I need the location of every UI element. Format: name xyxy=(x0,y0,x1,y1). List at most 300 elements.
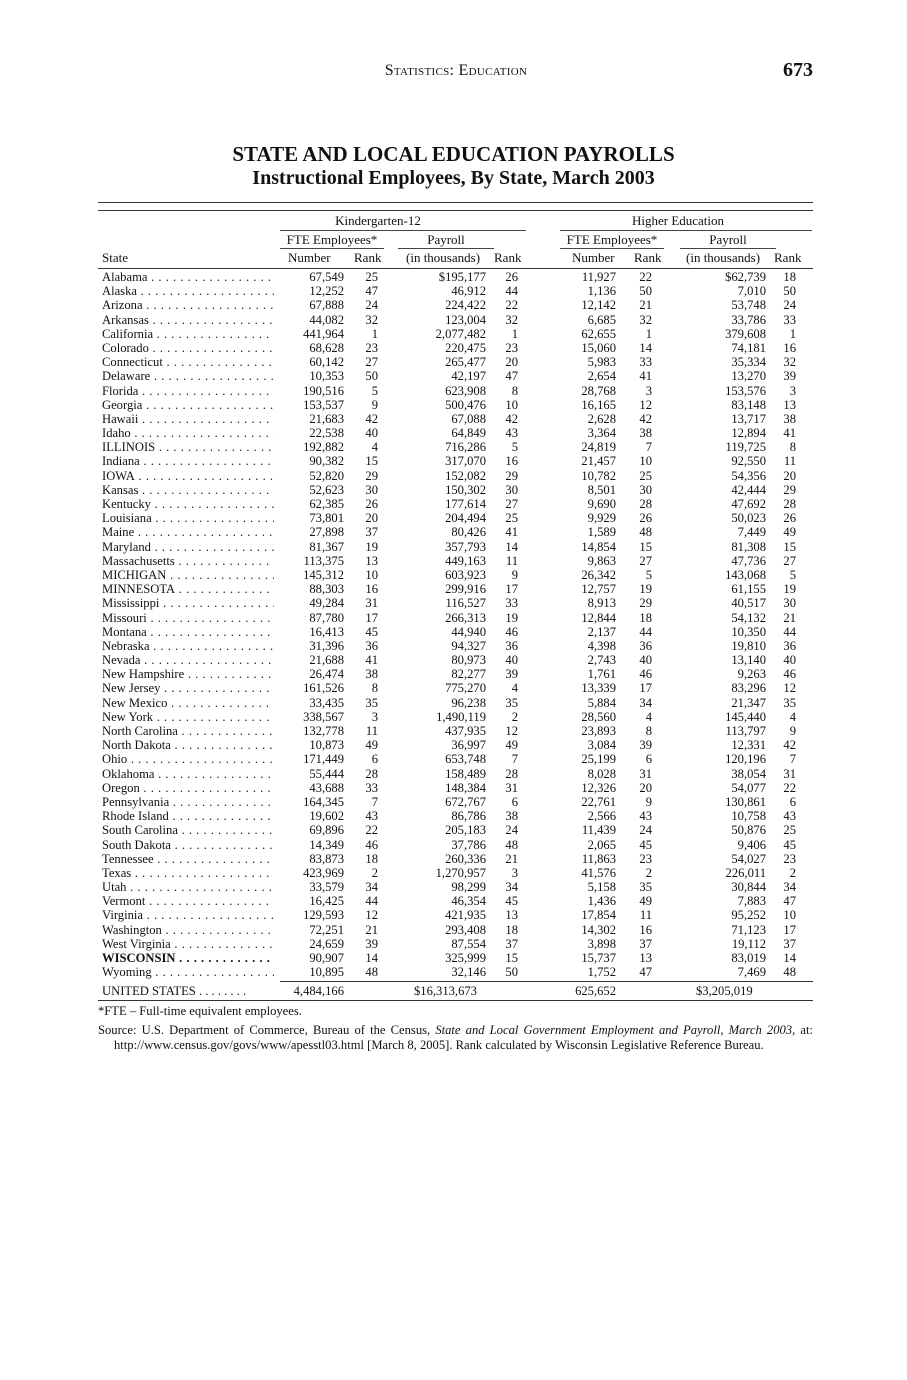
higher-number-cell: 8,028 xyxy=(587,766,616,781)
state-name-text: Maryland xyxy=(102,539,151,554)
k12-number-cell: 73,801 xyxy=(309,511,344,526)
higher-rank-cell: 46 xyxy=(639,667,652,682)
state-name-text: MINNESOTA xyxy=(102,582,176,597)
k12-payroll-rank-cell: 30 xyxy=(505,482,518,497)
higher-rank-cell: 44 xyxy=(639,624,652,639)
k12-number-cell: 113,375 xyxy=(303,553,344,568)
higher-number-cell: 17,854 xyxy=(581,908,616,923)
source-prefix: Source: U.S. Department of Commerce, Bureau of the Census, xyxy=(98,1022,436,1037)
table-row xyxy=(98,483,813,497)
higher-payroll-cell: 74,181 xyxy=(731,340,766,355)
k12-payroll-cell: 265,477 xyxy=(445,355,486,370)
higher-payroll-cell: 21,347 xyxy=(731,695,766,710)
k12-payroll-rank-cell: 50 xyxy=(505,965,518,980)
higher-payroll-rank-cell: 13 xyxy=(783,397,796,412)
table-row xyxy=(98,795,813,809)
higher-payroll-rank-cell: 5 xyxy=(789,567,796,582)
table-row xyxy=(98,667,813,681)
k12-payroll-rank-cell: 1 xyxy=(511,326,518,341)
table-row xyxy=(98,738,813,752)
higher-number-cell: 5,983 xyxy=(587,355,616,370)
total-higher-number: 625,652 xyxy=(575,984,616,998)
state-name xyxy=(102,965,274,979)
k12-number-cell: 129,593 xyxy=(303,908,344,923)
higher-payroll-cell: 13,717 xyxy=(731,411,766,426)
state-name xyxy=(102,440,274,454)
higher-payroll-rank-cell: 17 xyxy=(783,922,796,937)
state-name xyxy=(102,866,274,880)
state-name xyxy=(102,298,274,312)
higher-payroll-rank-cell: 41 xyxy=(783,426,796,441)
table-row xyxy=(98,511,813,525)
higher-payroll-rank-cell: 49 xyxy=(783,525,796,540)
table-row xyxy=(98,724,813,738)
state-name-text: Arkansas xyxy=(102,312,149,327)
state-name-text: North Dakota xyxy=(102,738,171,753)
state-name-text: Tennessee xyxy=(102,851,154,866)
k12-rank-cell: 8 xyxy=(371,681,378,696)
state-name xyxy=(102,384,274,398)
table-row xyxy=(98,923,813,937)
state-name xyxy=(102,653,274,667)
higher-rank-cell: 31 xyxy=(639,766,652,781)
higher-payroll-cell: 7,010 xyxy=(737,284,766,299)
k12-rank-cell: 20 xyxy=(365,511,378,526)
k12-number-cell: 21,688 xyxy=(309,653,344,668)
state-name-text: New Hampshire xyxy=(102,667,185,682)
higher-rank-cell: 7 xyxy=(645,440,652,455)
state-name-text: Ohio xyxy=(102,752,128,767)
k12-number-cell: 60,142 xyxy=(309,355,344,370)
k12-rank-cell: 44 xyxy=(365,894,378,909)
state-name xyxy=(102,369,274,383)
table-row xyxy=(98,866,813,880)
state-name xyxy=(102,284,274,298)
higher-rank-cell: 33 xyxy=(639,355,652,370)
k12-payroll-rank-cell: 3 xyxy=(511,865,518,880)
k12-rank-cell: 4 xyxy=(371,440,378,455)
k12-rank-cell: 34 xyxy=(365,880,378,895)
table-row xyxy=(98,525,813,539)
table-row xyxy=(98,369,813,383)
k12-payroll-rank-cell: 34 xyxy=(505,880,518,895)
state-name xyxy=(102,611,274,625)
k12-rank-cell: 15 xyxy=(365,454,378,469)
higher-payroll-rank-cell: 43 xyxy=(783,809,796,824)
state-name xyxy=(102,454,274,468)
state-name-text: WISCONSIN xyxy=(102,951,176,965)
k12-rank-cell: 16 xyxy=(365,582,378,597)
k12-payroll-cell: 205,183 xyxy=(445,823,486,838)
state-name xyxy=(102,554,274,568)
higher-in-thousands-header: (in thousands) xyxy=(686,250,761,265)
group-header-higher: Higher Education xyxy=(631,213,725,228)
higher-payroll-cell: 61,155 xyxy=(731,582,766,597)
higher-rank-cell: 11 xyxy=(639,908,652,923)
higher-number-cell: 9,690 xyxy=(587,497,616,511)
notes xyxy=(98,1004,813,1054)
k12-rank-cell: 42 xyxy=(365,411,378,426)
k12-number-cell: 52,820 xyxy=(309,468,344,483)
k12-rank-cell: 24 xyxy=(365,298,378,313)
k12-number-cell: 161,526 xyxy=(303,681,344,696)
higher-payroll-rank-cell: 36 xyxy=(783,638,796,653)
table-row xyxy=(98,937,813,951)
state-name xyxy=(102,398,274,412)
k12-payroll-rank-cell: 48 xyxy=(505,837,518,852)
k12-rank-cell: 45 xyxy=(365,624,378,639)
k12-payroll-rank-cell: 31 xyxy=(505,780,518,795)
state-name xyxy=(102,327,274,341)
k12-payroll-rank-cell: 38 xyxy=(505,809,518,824)
higher-payroll-cell: 50,876 xyxy=(731,823,766,838)
state-name xyxy=(102,483,274,497)
k12-payroll-cell: 37,786 xyxy=(451,837,486,852)
higher-payroll-rank-cell: 3 xyxy=(789,383,796,398)
table-row xyxy=(98,611,813,625)
higher-rank-cell: 48 xyxy=(639,525,652,540)
k12-payroll-cell: 224,422 xyxy=(445,298,486,313)
higher-number-cell: 15,737 xyxy=(581,951,616,965)
higher-payroll-rank-cell: 2 xyxy=(789,865,796,880)
total-higher-payroll: $3,205,019 xyxy=(696,984,753,998)
state-name-text: Colorado xyxy=(102,340,149,355)
group-rule-k12 xyxy=(280,230,526,231)
higher-number-cell: 1,761 xyxy=(587,667,616,682)
higher-number-cell: 12,844 xyxy=(581,610,616,625)
k12-rank-cell: 17 xyxy=(365,610,378,625)
higher-number-cell: 6,685 xyxy=(587,312,616,327)
k12-number-cell: 55,444 xyxy=(309,766,344,781)
state-name xyxy=(102,525,274,539)
k12-number-cell: 423,969 xyxy=(303,865,344,880)
k12-payroll-cell: 86,786 xyxy=(451,809,486,824)
k12-payroll-rank-cell: 28 xyxy=(505,766,518,781)
higher-payroll-rank-cell: 44 xyxy=(783,624,796,639)
state-name-text: Oklahoma xyxy=(102,766,155,781)
page-number: 673 xyxy=(783,59,813,81)
k12-number-cell: 33,435 xyxy=(309,695,344,710)
k12-payroll-cell: 437,935 xyxy=(445,724,486,738)
state-name-text: Wyoming xyxy=(102,965,152,980)
k12-payroll-rank-cell: 39 xyxy=(505,667,518,682)
higher-rank-cell: 23 xyxy=(639,851,652,866)
k12-payroll-cell: 152,082 xyxy=(445,468,486,483)
k12-rank-cell: 39 xyxy=(365,936,378,951)
k12-payroll-cell: 357,793 xyxy=(445,539,486,554)
k12-number-cell: 132,778 xyxy=(303,724,344,738)
higher-payroll-rank-cell: 19 xyxy=(783,582,796,597)
higher-payroll-rank-header: Rank xyxy=(774,250,802,265)
k12-payroll-rank-cell: 4 xyxy=(511,681,518,696)
k12-payroll-cell: 204,494 xyxy=(445,511,486,526)
higher-payroll-cell: 145,440 xyxy=(725,709,766,724)
k12-rank-cell: 43 xyxy=(365,809,378,824)
k12-payroll-rule xyxy=(398,248,494,249)
k12-rank-cell: 25 xyxy=(365,270,378,284)
state-name-text: New York xyxy=(102,709,154,724)
table-row xyxy=(98,398,813,412)
higher-payroll-cell: 83,148 xyxy=(731,397,766,412)
state-name-text: IOWA xyxy=(102,468,135,483)
state-name-text: South Dakota xyxy=(102,837,171,852)
k12-payroll-rank-cell: 37 xyxy=(505,936,518,951)
k12-payroll-rank-header: Rank xyxy=(494,250,522,265)
state-name-text: North Carolina xyxy=(102,724,178,738)
k12-rank-cell: 7 xyxy=(371,794,378,809)
k12-payroll-rank-cell: 15 xyxy=(505,951,518,965)
higher-rank-cell: 50 xyxy=(639,284,652,299)
k12-payroll-rank-cell: 22 xyxy=(505,298,518,313)
higher-number-cell: 3,364 xyxy=(587,426,616,441)
k12-payroll-rank-cell: 27 xyxy=(505,497,518,511)
higher-rank-cell: 43 xyxy=(639,809,652,824)
higher-rank-cell: 25 xyxy=(639,468,652,483)
k12-payroll-rank-cell: 33 xyxy=(505,596,518,611)
k12-payroll-cell: 2,077,482 xyxy=(435,326,486,341)
higher-number-cell: 62,655 xyxy=(581,326,616,341)
table-row xyxy=(98,852,813,866)
state-name xyxy=(102,710,274,724)
higher-payroll-cell: 226,011 xyxy=(725,865,766,880)
source-suffix: , at: http://www.census.gov/govs/www/apesstl03.html [March 8, 2005]. Rank calculated by Wisconsin Legislative Reference Bureau. xyxy=(114,1022,813,1052)
k12-number-cell: 192,882 xyxy=(303,440,344,455)
k12-payroll-rank-cell: 5 xyxy=(511,440,518,455)
state-name-text: MICHIGAN xyxy=(102,567,167,582)
k12-number-cell: 90,907 xyxy=(309,951,344,965)
running-head xyxy=(98,59,813,86)
k12-payroll-rank-cell: 29 xyxy=(505,468,518,483)
state-name xyxy=(102,823,274,837)
k12-payroll-rank-cell: 18 xyxy=(505,922,518,937)
state-name xyxy=(102,426,274,440)
state-name-text: Georgia xyxy=(102,397,143,412)
k12-rank-cell: 27 xyxy=(365,355,378,370)
k12-number-cell: 171,449 xyxy=(303,752,344,767)
k12-payroll-cell: 317,070 xyxy=(445,454,486,469)
higher-number-cell: 1,589 xyxy=(587,525,616,540)
higher-number-cell: 1,136 xyxy=(587,284,616,299)
higher-fte-header: FTE Employees* xyxy=(566,232,658,247)
state-name-text: South Carolina xyxy=(102,823,178,838)
table-row xyxy=(98,540,813,554)
higher-rank-cell: 12 xyxy=(639,397,652,412)
higher-rank-cell: 40 xyxy=(639,653,652,668)
table-row xyxy=(98,752,813,766)
state-name-text: Florida xyxy=(102,383,139,398)
k12-payroll-rank-cell: 32 xyxy=(505,312,518,327)
k12-payroll-rank-cell: 10 xyxy=(505,397,518,412)
state-name xyxy=(102,809,274,823)
k12-payroll-rank-cell: 46 xyxy=(505,624,518,639)
higher-payroll-rank-cell: 45 xyxy=(783,837,796,852)
k12-rank-cell: 19 xyxy=(365,539,378,554)
higher-payroll-rank-cell: 1 xyxy=(789,326,796,341)
table-bottom-rule xyxy=(98,1000,813,1001)
k12-number-cell: 14,349 xyxy=(309,837,344,852)
k12-payroll-cell: 672,767 xyxy=(445,794,486,809)
state-name xyxy=(102,270,274,284)
state-name xyxy=(102,497,274,511)
k12-number-cell: 145,312 xyxy=(303,567,344,582)
state-name xyxy=(102,937,274,951)
k12-payroll-cell: 623,908 xyxy=(445,383,486,398)
k12-rank-cell: 33 xyxy=(365,780,378,795)
higher-number-cell: 11,863 xyxy=(581,851,616,866)
higher-rank-cell: 45 xyxy=(639,837,652,852)
higher-number-cell: 9,929 xyxy=(587,511,616,526)
higher-number-cell: 11,927 xyxy=(581,270,616,284)
higher-payroll-rank-cell: 8 xyxy=(789,440,796,455)
higher-number-cell: 2,137 xyxy=(587,624,616,639)
k12-rank-cell: 38 xyxy=(365,667,378,682)
k12-payroll-cell: 653,748 xyxy=(445,752,486,767)
higher-payroll-cell: 10,758 xyxy=(731,809,766,824)
higher-payroll-rank-cell: 27 xyxy=(783,553,796,568)
higher-number-cell: 1,436 xyxy=(587,894,616,909)
state-name-text: Kentucky xyxy=(102,497,151,511)
higher-number-cell: 10,782 xyxy=(581,468,616,483)
k12-payroll-cell: 87,554 xyxy=(451,936,486,951)
k12-number-cell: 68,628 xyxy=(309,340,344,355)
higher-payroll-cell: 113,797 xyxy=(725,724,766,738)
k12-number-cell: 90,382 xyxy=(309,454,344,469)
k12-rank-cell: 32 xyxy=(365,312,378,327)
k12-rank-cell: 28 xyxy=(365,766,378,781)
table-row xyxy=(98,880,813,894)
state-name-text: New Mexico xyxy=(102,695,168,710)
higher-number-cell: 41,576 xyxy=(581,865,616,880)
k12-payroll-cell: 46,912 xyxy=(451,284,486,299)
k12-number-cell: 62,385 xyxy=(309,497,344,511)
higher-number-cell: 26,342 xyxy=(581,567,616,582)
higher-payroll-cell: 7,469 xyxy=(737,965,766,980)
k12-number-cell: 49,284 xyxy=(309,596,344,611)
higher-payroll-rank-cell: 11 xyxy=(783,454,796,469)
higher-number-cell: 4,398 xyxy=(587,638,616,653)
state-name-text: Vermont xyxy=(102,894,146,909)
higher-number-cell: 2,743 xyxy=(587,653,616,668)
k12-payroll-cell: 449,163 xyxy=(445,553,486,568)
state-name xyxy=(102,639,274,653)
higher-number-cell: 11,439 xyxy=(581,823,616,838)
total-label-text: UNITED STATES xyxy=(102,984,196,998)
k12-rank-cell: 3 xyxy=(371,709,378,724)
k12-payroll-rank-cell: 2 xyxy=(511,709,518,724)
table-row xyxy=(98,284,813,298)
higher-number-cell: 8,913 xyxy=(587,596,616,611)
table-row xyxy=(98,313,813,327)
state-name xyxy=(102,724,274,738)
higher-payroll-rank-cell: 35 xyxy=(783,695,796,710)
state-name-text: West Virginia xyxy=(102,936,171,951)
state-name xyxy=(102,908,274,922)
k12-payroll-cell: 293,408 xyxy=(445,922,486,937)
higher-rank-cell: 36 xyxy=(639,638,652,653)
higher-payroll-rank-cell: 33 xyxy=(783,312,796,327)
higher-rank-cell: 13 xyxy=(639,951,652,965)
higher-payroll-cell: 153,576 xyxy=(725,383,766,398)
table-body xyxy=(98,270,813,979)
state-name-text: Maine xyxy=(102,525,135,540)
k12-rank-cell: 13 xyxy=(365,553,378,568)
higher-number-cell: 14,302 xyxy=(581,922,616,937)
k12-payroll-rank-cell: 12 xyxy=(505,724,518,738)
total-row xyxy=(98,983,813,999)
table-row xyxy=(98,781,813,795)
higher-number-cell: 21,457 xyxy=(581,454,616,469)
higher-payroll-cell: 92,550 xyxy=(731,454,766,469)
k12-payroll-cell: 123,004 xyxy=(445,312,486,327)
higher-payroll-rank-cell: 37 xyxy=(783,936,796,951)
state-name-text: Alaska xyxy=(102,284,137,299)
k12-number-cell: 16,413 xyxy=(309,624,344,639)
higher-payroll-cell: 12,331 xyxy=(731,738,766,753)
k12-payroll-rank-cell: 14 xyxy=(505,539,518,554)
k12-number-cell: 10,353 xyxy=(309,369,344,384)
state-name xyxy=(102,795,274,809)
k12-rank-cell: 18 xyxy=(365,851,378,866)
k12-number-cell: 22,538 xyxy=(309,426,344,441)
higher-number-cell: 5,158 xyxy=(587,880,616,895)
state-name xyxy=(102,752,274,766)
higher-payroll-header: Payroll xyxy=(709,232,747,247)
k12-rank-cell: 50 xyxy=(365,369,378,384)
state-name-text: Virginia xyxy=(102,908,143,923)
state-name xyxy=(102,696,274,710)
higher-number-cell: 1,752 xyxy=(587,965,616,980)
higher-rank-cell: 26 xyxy=(639,511,652,526)
state-name-text: Rhode Island xyxy=(102,809,169,824)
k12-payroll-cell: 500,476 xyxy=(445,397,486,412)
higher-payroll-cell: 47,692 xyxy=(731,497,766,511)
k12-payroll-rank-cell: 23 xyxy=(505,340,518,355)
state-name-text: Kansas xyxy=(102,482,139,497)
higher-payroll-rank-cell: 14 xyxy=(783,951,796,965)
higher-number-cell: 3,898 xyxy=(587,936,616,951)
higher-payroll-rank-cell: 9 xyxy=(789,724,796,738)
higher-payroll-rank-cell: 29 xyxy=(783,482,796,497)
higher-number-cell: 2,566 xyxy=(587,809,616,824)
total-label: UNITED STATES . . . . . . . . xyxy=(102,984,247,998)
k12-payroll-rank-cell: 24 xyxy=(505,823,518,838)
higher-payroll-rank-cell: 15 xyxy=(783,539,796,554)
higher-payroll-rank-cell: 4 xyxy=(789,709,796,724)
k12-payroll-rank-cell: 45 xyxy=(505,894,518,909)
k12-number-cell: 72,251 xyxy=(309,922,344,937)
k12-payroll-cell: 82,277 xyxy=(451,667,486,682)
state-name-text: Pennsylvania xyxy=(102,794,170,809)
total-k12-number: 4,484,166 xyxy=(293,984,344,998)
k12-payroll-rank-cell: 9 xyxy=(511,567,518,582)
k12-rank-cell: 48 xyxy=(365,965,378,980)
table-row xyxy=(98,894,813,908)
header-bottom-rule xyxy=(98,268,813,269)
state-name-text: Idaho xyxy=(102,426,131,441)
k12-payroll-cell: 325,999 xyxy=(445,951,486,965)
k12-payroll-rank-cell: 47 xyxy=(505,369,518,384)
state-name-text: Washington xyxy=(102,922,162,937)
higher-rank-cell: 24 xyxy=(639,823,652,838)
higher-payroll-cell: 42,444 xyxy=(731,482,766,497)
k12-number-cell: 338,567 xyxy=(303,709,344,724)
higher-payroll-cell: 30,844 xyxy=(731,880,766,895)
higher-number-cell: 2,654 xyxy=(587,369,616,384)
higher-payroll-rank-cell: 50 xyxy=(783,284,796,299)
higher-payroll-rank-cell: 26 xyxy=(783,511,796,526)
k12-number-cell: 12,252 xyxy=(309,284,344,299)
higher-payroll-cell: 13,140 xyxy=(731,653,766,668)
